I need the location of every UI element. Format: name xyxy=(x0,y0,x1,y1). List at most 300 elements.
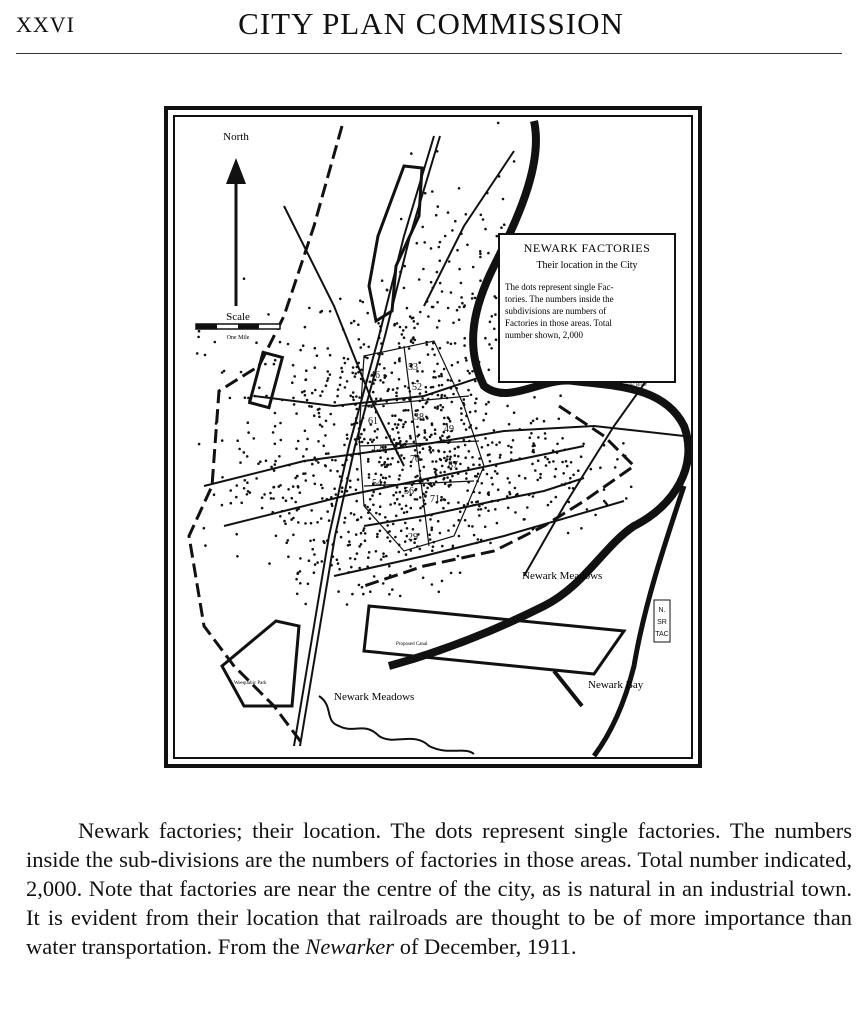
factory-dot xyxy=(454,448,457,451)
district-count: 46 xyxy=(370,370,380,381)
factory-dot xyxy=(326,510,329,513)
factory-dot xyxy=(344,362,347,365)
factory-dot xyxy=(447,379,450,382)
factory-dot xyxy=(463,423,466,426)
factory-dot xyxy=(394,362,397,365)
district-count: 61 xyxy=(368,416,378,427)
factory-dot xyxy=(566,465,569,468)
factory-dot xyxy=(555,468,558,471)
factory-dot xyxy=(282,497,285,500)
factory-dot xyxy=(562,472,565,475)
factory-dot xyxy=(382,476,385,479)
factory-dot xyxy=(362,529,365,532)
factory-dot xyxy=(395,395,398,398)
factory-dot xyxy=(374,430,377,433)
factory-dot xyxy=(396,486,399,489)
factory-dot xyxy=(375,398,378,401)
factory-dot xyxy=(348,540,351,543)
factory-dot xyxy=(287,555,290,558)
factory-dot xyxy=(259,460,262,463)
factory-dot xyxy=(425,391,428,394)
factory-dot xyxy=(363,429,366,432)
factory-dot xyxy=(246,481,249,484)
factory-dot xyxy=(468,372,471,375)
factory-dot xyxy=(299,349,302,352)
factory-dot xyxy=(422,447,425,450)
factory-dot xyxy=(360,516,363,519)
factory-dot xyxy=(368,551,371,554)
factory-dot xyxy=(406,527,409,530)
factory-dot xyxy=(457,519,460,522)
factory-dot xyxy=(355,395,358,398)
factory-dot xyxy=(367,346,370,349)
factory-dot xyxy=(418,361,421,364)
factory-dot xyxy=(405,440,408,443)
factory-dot xyxy=(603,488,606,491)
factory-dot xyxy=(561,461,564,464)
factory-dot xyxy=(432,449,435,452)
factory-dot xyxy=(397,461,400,464)
factory-dot xyxy=(487,444,490,447)
factory-dot xyxy=(460,412,463,415)
factory-dot xyxy=(534,469,537,472)
factory-dot xyxy=(310,522,313,525)
factory-dot xyxy=(347,531,350,534)
factory-dot xyxy=(363,343,366,346)
factory-dot xyxy=(494,470,497,473)
factory-dot xyxy=(243,451,246,454)
factory-dot xyxy=(274,359,277,362)
factory-dot xyxy=(362,593,365,596)
north-label: North xyxy=(223,131,249,143)
factory-dot xyxy=(452,545,455,548)
factory-dot xyxy=(414,498,417,501)
factory-dot xyxy=(401,508,404,511)
factory-dot xyxy=(487,491,490,494)
factory-dot xyxy=(429,484,432,487)
factory-dot xyxy=(477,508,480,511)
factory-dot xyxy=(432,545,435,548)
factory-dot xyxy=(327,370,330,373)
factory-dot xyxy=(469,411,472,414)
factory-dot xyxy=(318,416,321,419)
factory-dot xyxy=(270,466,273,469)
factory-dot xyxy=(465,428,468,431)
factory-dot xyxy=(412,528,415,531)
factory-dot xyxy=(379,530,382,533)
factory-dot xyxy=(442,406,445,409)
factory-dot xyxy=(221,504,224,507)
factory-dot xyxy=(398,378,401,381)
factory-dot xyxy=(320,517,323,520)
factory-dot xyxy=(494,313,497,316)
factory-dot xyxy=(458,319,461,322)
factory-dot xyxy=(431,348,434,351)
factory-dot xyxy=(317,440,320,443)
factory-dot xyxy=(421,226,424,229)
factory-dot xyxy=(431,549,434,552)
factory-dot xyxy=(318,408,321,411)
factory-dot xyxy=(471,370,474,373)
factory-dot xyxy=(480,214,483,217)
factory-dot xyxy=(434,471,437,474)
factory-dot xyxy=(305,448,308,451)
factory-dot xyxy=(299,570,302,573)
factory-dot xyxy=(387,422,390,425)
factory-dot xyxy=(196,352,199,355)
factory-dot xyxy=(458,187,461,190)
factory-dot xyxy=(475,427,478,430)
factory-dot xyxy=(446,476,449,479)
factory-dot xyxy=(449,479,452,482)
factory-dot xyxy=(487,510,490,513)
district-count: 29 xyxy=(408,532,418,543)
factory-dot xyxy=(484,228,487,231)
factory-dot xyxy=(333,423,336,426)
factory-dot xyxy=(456,249,459,252)
factory-dot xyxy=(532,420,535,423)
factory-dot xyxy=(340,367,343,370)
factory-dot xyxy=(436,326,439,329)
factory-dot xyxy=(397,431,400,434)
factory-dot xyxy=(491,441,494,444)
factory-dot xyxy=(366,312,369,315)
factory-dot xyxy=(214,341,217,344)
factory-dot xyxy=(430,434,433,437)
factory-dot xyxy=(407,409,410,412)
factory-dot xyxy=(261,496,264,499)
factory-dot xyxy=(421,397,424,400)
factory-dot xyxy=(554,475,557,478)
factory-dot xyxy=(506,405,509,408)
district-count: 71 xyxy=(430,494,440,505)
factory-dot xyxy=(572,474,575,477)
factory-dot xyxy=(356,468,359,471)
factory-dot xyxy=(403,457,406,460)
factory-dot xyxy=(385,477,388,480)
factory-dot xyxy=(319,394,322,397)
factory-dot xyxy=(310,405,313,408)
factory-dot xyxy=(508,423,511,426)
factory-dot xyxy=(292,397,295,400)
factory-dot xyxy=(467,370,470,373)
factory-dot xyxy=(337,562,340,565)
factory-dot xyxy=(357,323,360,326)
factory-dot xyxy=(353,513,356,516)
factory-dot xyxy=(410,507,413,510)
factory-dot xyxy=(358,396,361,399)
factory-dot xyxy=(508,481,511,484)
factory-dot xyxy=(304,326,307,329)
legend-line-2: tories. The numbers inside the xyxy=(505,294,614,304)
factory-dot xyxy=(378,363,381,366)
factory-dot xyxy=(341,370,344,373)
factory-dot xyxy=(439,347,442,350)
factory-dot xyxy=(440,409,443,412)
page-number: XXVI xyxy=(16,12,75,37)
factory-dot xyxy=(565,460,568,463)
factory-dot xyxy=(471,297,474,300)
factory-dot xyxy=(460,296,463,299)
factory-dot xyxy=(625,497,628,500)
factory-dot xyxy=(471,501,474,504)
factory-dot xyxy=(458,306,461,309)
factory-dot xyxy=(398,357,401,360)
factory-dot xyxy=(355,533,358,536)
factory-dot xyxy=(329,354,332,357)
factory-dot xyxy=(350,322,353,325)
factory-dot xyxy=(397,423,400,426)
factory-dot xyxy=(485,403,488,406)
factory-dot xyxy=(229,397,232,400)
factory-dot xyxy=(313,539,316,542)
factory-dot xyxy=(334,459,337,462)
factory-dot xyxy=(497,488,500,491)
factory-dot xyxy=(339,298,342,301)
factory-dot xyxy=(402,426,405,429)
factory-dot xyxy=(329,310,332,313)
factory-dot xyxy=(419,548,422,551)
factory-dot xyxy=(484,437,487,440)
factory-dot xyxy=(439,282,442,285)
factory-dot xyxy=(392,523,395,526)
factory-dot xyxy=(433,354,436,357)
factory-dot xyxy=(393,438,396,441)
factory-dot xyxy=(457,361,460,364)
factory-dot xyxy=(477,473,480,476)
factory-dot xyxy=(487,454,490,457)
factory-dot xyxy=(482,419,485,422)
factory-dot xyxy=(463,398,466,401)
factory-dot xyxy=(548,461,551,464)
factory-dot xyxy=(559,394,562,397)
factory-dot xyxy=(352,391,355,394)
factory-dot xyxy=(297,486,300,489)
factory-dot xyxy=(288,512,291,515)
factory-dot xyxy=(460,419,463,422)
factory-dot xyxy=(349,544,352,547)
factory-dot xyxy=(413,320,416,323)
factory-dot xyxy=(325,420,328,423)
running-head: CITY PLAN COMMISSION xyxy=(238,6,624,41)
factory-dot xyxy=(293,375,296,378)
factory-dot xyxy=(457,446,460,449)
factory-dot xyxy=(468,450,471,453)
factory-dot xyxy=(394,423,397,426)
factory-dot xyxy=(437,394,440,397)
factory-dot xyxy=(378,513,381,516)
factory-dot xyxy=(321,425,324,428)
factory-dot xyxy=(446,436,449,439)
factory-dot xyxy=(488,369,491,372)
factory-dot xyxy=(486,473,489,476)
factory-dot xyxy=(561,437,564,440)
factory-dot xyxy=(278,455,281,458)
factory-dot xyxy=(353,320,356,323)
factory-dot xyxy=(457,501,460,504)
factory-dot xyxy=(510,451,513,454)
factory-dot xyxy=(434,432,437,435)
factory-dot xyxy=(489,321,492,324)
factory-dot xyxy=(449,456,452,459)
factory-dot xyxy=(447,529,450,532)
factory-dot xyxy=(309,540,312,543)
factory-dot xyxy=(441,545,444,548)
factory-dot xyxy=(321,390,324,393)
factory-dot xyxy=(285,542,288,545)
factory-dot xyxy=(444,394,447,397)
factory-dot xyxy=(424,494,427,497)
factory-dot xyxy=(308,405,311,408)
factory-dot xyxy=(391,588,394,591)
factory-dot xyxy=(291,381,294,384)
factory-dot xyxy=(404,522,407,525)
factory-dot xyxy=(443,417,446,420)
factory-dot xyxy=(531,463,534,466)
factory-dot xyxy=(458,379,461,382)
factory-dot xyxy=(550,501,553,504)
factory-dot xyxy=(431,306,434,309)
factory-dot xyxy=(431,583,434,586)
factory-dot xyxy=(447,307,450,310)
factory-dot xyxy=(413,327,416,330)
factory-dot xyxy=(500,226,503,229)
factory-dot xyxy=(299,491,302,494)
factory-dot xyxy=(510,446,513,449)
factory-dot xyxy=(341,490,344,493)
factory-dot xyxy=(203,527,206,530)
factory-dot xyxy=(490,477,493,480)
factory-dot xyxy=(247,431,250,434)
factory-dot xyxy=(467,389,470,392)
factory-dot xyxy=(400,218,403,221)
factory-dot xyxy=(465,359,468,362)
factory-dot xyxy=(261,507,264,510)
factory-dot xyxy=(416,242,419,245)
factory-dot xyxy=(310,509,313,512)
factory-dot xyxy=(471,525,474,528)
factory-dot xyxy=(246,493,249,496)
map-legend xyxy=(499,234,675,382)
factory-dot xyxy=(443,368,446,371)
factory-dot xyxy=(424,431,427,434)
factory-dot xyxy=(383,367,386,370)
factory-dot xyxy=(487,401,490,404)
factory-dot xyxy=(381,353,384,356)
factory-dot xyxy=(292,485,295,488)
factory-dot xyxy=(302,472,305,475)
factory-dot xyxy=(404,409,407,412)
factory-dot xyxy=(442,478,445,481)
factory-dot xyxy=(349,557,352,560)
factory-dot xyxy=(336,395,339,398)
factory-dot xyxy=(360,543,363,546)
factory-dot xyxy=(283,520,286,523)
factory-dot xyxy=(590,468,593,471)
factory-dot xyxy=(463,304,466,307)
factory-dot xyxy=(436,271,439,274)
factory-dot xyxy=(526,506,529,509)
factory-dot xyxy=(493,429,496,432)
factory-dot xyxy=(328,519,331,522)
factory-dot xyxy=(473,534,476,537)
factory-dot xyxy=(375,512,378,515)
factory-dot xyxy=(429,447,432,450)
factory-dot xyxy=(382,552,385,555)
factory-dot xyxy=(290,518,293,521)
factory-dot xyxy=(477,538,480,541)
factory-dot xyxy=(346,437,349,440)
factory-dot xyxy=(331,459,334,462)
factory-dot xyxy=(235,533,238,536)
factory-dot xyxy=(475,501,478,504)
factory-dot xyxy=(440,499,443,502)
factory-dot xyxy=(344,386,347,389)
factory-dot xyxy=(409,437,412,440)
factory-dot xyxy=(423,436,426,439)
scale-label: Scale xyxy=(226,311,250,323)
factory-dot xyxy=(419,496,422,499)
factory-dot xyxy=(479,250,482,253)
factory-dot xyxy=(325,452,328,455)
factory-dot xyxy=(443,457,446,460)
factory-dot xyxy=(367,442,370,445)
factory-dot xyxy=(314,389,317,392)
factory-dot xyxy=(274,443,277,446)
factory-dot xyxy=(349,395,352,398)
factory-dot xyxy=(448,485,451,488)
factory-dot xyxy=(439,458,442,461)
factory-dot xyxy=(350,512,353,515)
factory-dot xyxy=(375,550,378,553)
factory-dot xyxy=(558,418,561,421)
factory-dot xyxy=(533,396,536,399)
factory-dot xyxy=(567,532,570,535)
factory-dot xyxy=(339,475,342,478)
factory-dot xyxy=(304,430,307,433)
factory-dot xyxy=(341,486,344,489)
factory-dot xyxy=(468,525,471,528)
factory-dot xyxy=(336,470,339,473)
caption-text: Newark factories; their location. The dots represent single factories. The numbers inside the sub-divisions are the numbers of factories in those areas. Total number indicated, 2,000. Note that factories are near the centre of the city, as is natural in an industrial town. It is evident from their location that railroads are thought to be of more importance than water transportation. From the xyxy=(26,818,852,959)
factory-dot xyxy=(441,290,444,293)
factory-dot xyxy=(380,558,383,561)
factory-dot xyxy=(295,412,298,415)
factory-dot xyxy=(472,463,475,466)
factory-dot xyxy=(198,330,201,333)
factory-dot xyxy=(466,489,469,492)
factory-dot xyxy=(329,469,332,472)
factory-dot xyxy=(279,341,282,344)
factory-dot xyxy=(335,493,338,496)
stamp-line: TAC xyxy=(655,631,669,638)
factory-dot xyxy=(475,397,478,400)
factory-dot xyxy=(358,338,361,341)
factory-dot xyxy=(363,438,366,441)
factory-dot xyxy=(366,506,369,509)
factory-dot xyxy=(457,555,460,558)
factory-dot xyxy=(531,450,534,453)
factory-dot xyxy=(316,354,319,357)
factory-dot xyxy=(321,560,324,563)
factory-dot xyxy=(499,456,502,459)
factory-dot xyxy=(472,266,475,269)
label-weequahic-park: Weequahic Park xyxy=(234,681,267,686)
factory-dot xyxy=(450,343,453,346)
factory-dot xyxy=(402,329,405,332)
factory-dot xyxy=(491,315,494,318)
factory-dot xyxy=(372,491,375,494)
